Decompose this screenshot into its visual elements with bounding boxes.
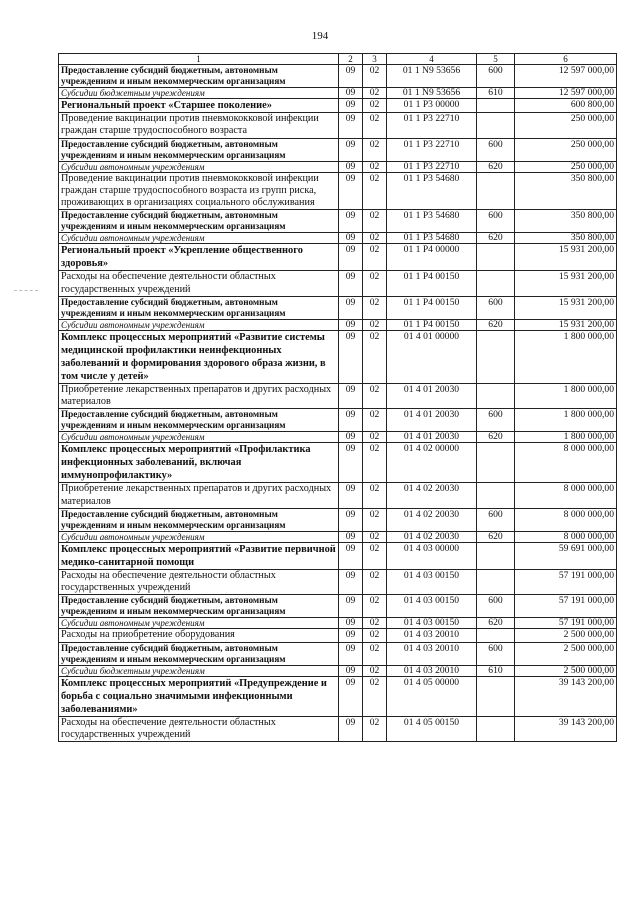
expense-type-cell [477,483,515,508]
section-cell: 09 [339,88,363,99]
row-name-cell: Субсидии автономным учреждениям [59,319,339,330]
amount-cell: 350 800,00 [515,172,617,210]
table-row [59,569,617,594]
amount-cell: 250 000,00 [515,113,617,138]
row-name-cell: Предоставление субсидий бюджетным, автономным учреждениям и иным некоммерческим организациям [59,138,339,161]
target-article-cell: 01 1 P4 00150 [387,319,477,330]
expense-type-cell: 600 [477,65,515,88]
expense-type-cell [477,113,515,138]
expense-type-cell [477,676,515,716]
budget-table [58,53,617,742]
row-name-cell: Комплекс процессных мероприятий «Развитие первичной медико-санитарной помощи [59,542,339,569]
section-cell: 09 [339,319,363,330]
expense-type-cell [477,383,515,408]
column-header: 2 [339,54,363,65]
row-name-cell: Приобретение лекарственных препаратов и других расходных материалов [59,383,339,408]
amount-cell: 57 191 000,00 [515,595,617,618]
subsection-cell: 02 [363,244,387,271]
target-article-cell: 01 1 P3 54680 [387,210,477,233]
table-row [59,65,617,88]
row-name-cell: Предоставление субсидий бюджетным, автономным учреждениям и иным некоммерческим организациям [59,296,339,319]
table-row [59,88,617,99]
subsection-cell: 02 [363,432,387,443]
row-name-cell: Комплекс процессных мероприятий «Развитие системы медицинской профилактики неинфекционных заболеваний и формирования здорового образа жизни, в том числе у детей» [59,330,339,383]
expense-type-cell: 620 [477,161,515,172]
subsection-cell: 02 [363,99,387,113]
section-cell: 09 [339,233,363,244]
amount-cell: 1 800 000,00 [515,330,617,383]
table-row [59,432,617,443]
target-article-cell: 01 4 02 00000 [387,443,477,483]
row-name-cell: Проведение вакцинации против пневмококковой инфекции граждан старше трудоспособного возраста [59,113,339,138]
table-row [59,542,617,569]
amount-cell: 8 000 000,00 [515,443,617,483]
section-cell: 09 [339,542,363,569]
target-article-cell: 01 4 03 00150 [387,595,477,618]
amount-cell: 250 000,00 [515,161,617,172]
row-name-cell: Комплекс процессных мероприятий «Предупреждение и борьба с социально значимыми инфекционными заболеваниями» [59,676,339,716]
section-cell: 09 [339,244,363,271]
expense-type-cell: 600 [477,138,515,161]
expense-type-cell: 600 [477,508,515,531]
column-header: 6 [515,54,617,65]
section-cell: 09 [339,508,363,531]
subsection-cell: 02 [363,271,387,296]
expense-type-cell: 620 [477,531,515,542]
subsection-cell: 02 [363,138,387,161]
subsection-cell: 02 [363,629,387,642]
target-article-cell: 01 4 03 20010 [387,642,477,665]
row-name-cell: Субсидии автономным учреждениям [59,161,339,172]
section-cell: 09 [339,443,363,483]
subsection-cell: 02 [363,508,387,531]
column-header: 3 [363,54,387,65]
target-article-cell: 01 1 P3 22710 [387,113,477,138]
expense-type-cell: 620 [477,432,515,443]
subsection-cell: 02 [363,113,387,138]
target-article-cell: 01 4 05 00150 [387,716,477,741]
row-name-cell: Предоставление субсидий бюджетным, автономным учреждениям и иным некоммерческим организациям [59,642,339,665]
table-row [59,618,617,629]
section-cell: 09 [339,172,363,210]
section-cell: 09 [339,569,363,594]
expense-type-cell: 610 [477,665,515,676]
expense-type-cell: 600 [477,595,515,618]
amount-cell: 250 000,00 [515,138,617,161]
expense-type-cell [477,99,515,113]
table-row [59,330,617,383]
amount-cell: 350 800,00 [515,233,617,244]
subsection-cell: 02 [363,676,387,716]
amount-cell: 8 000 000,00 [515,508,617,531]
target-article-cell: 01 1 N9 53656 [387,65,477,88]
subsection-cell: 02 [363,65,387,88]
expense-type-cell: 620 [477,618,515,629]
subsection-cell: 02 [363,542,387,569]
section-cell: 09 [339,383,363,408]
target-article-cell: 01 1 P4 00000 [387,244,477,271]
expense-type-cell [477,629,515,642]
expense-type-cell: 600 [477,642,515,665]
table-row [59,665,617,676]
row-name-cell: Предоставление субсидий бюджетным, автономным учреждениям и иным некоммерческим организациям [59,595,339,618]
row-name-cell: Субсидии автономным учреждениям [59,618,339,629]
amount-cell: 8 000 000,00 [515,483,617,508]
row-name-cell: Субсидии автономным учреждениям [59,531,339,542]
subsection-cell: 02 [363,531,387,542]
expense-type-cell [477,716,515,741]
subsection-cell: 02 [363,483,387,508]
table-row [59,483,617,508]
expense-type-cell [477,542,515,569]
section-cell: 09 [339,716,363,741]
row-name-cell: Предоставление субсидий бюджетным, автономным учреждениям и иным некоммерческим организациям [59,409,339,432]
amount-cell: 1 800 000,00 [515,432,617,443]
amount-cell: 350 800,00 [515,210,617,233]
section-cell: 09 [339,65,363,88]
section-cell: 09 [339,296,363,319]
section-cell: 09 [339,595,363,618]
target-article-cell: 01 4 01 20030 [387,409,477,432]
subsection-cell: 02 [363,172,387,210]
table-row [59,716,617,741]
amount-cell: 1 800 000,00 [515,383,617,408]
header-row [59,54,617,65]
amount-cell: 59 691 000,00 [515,542,617,569]
section-cell: 09 [339,629,363,642]
table-row [59,138,617,161]
subsection-cell: 02 [363,210,387,233]
table-row [59,99,617,113]
subsection-cell: 02 [363,665,387,676]
table-row [59,161,617,172]
amount-cell: 15 931 200,00 [515,296,617,319]
section-cell: 09 [339,483,363,508]
target-article-cell: 01 1 P3 00000 [387,99,477,113]
table-row [59,383,617,408]
table-row [59,629,617,642]
row-name-cell: Проведение вакцинации против пневмококковой инфекции граждан старше трудоспособного возраста из групп риска, проживающих в организациях социального обслуживания [59,172,339,210]
target-article-cell: 01 1 P4 00150 [387,296,477,319]
subsection-cell: 02 [363,443,387,483]
subsection-cell: 02 [363,319,387,330]
section-cell: 09 [339,676,363,716]
subsection-cell: 02 [363,618,387,629]
amount-cell: 2 500 000,00 [515,629,617,642]
table-row [59,642,617,665]
page-number: 194 [311,30,329,42]
amount-cell: 12 597 000,00 [515,88,617,99]
section-cell: 09 [339,99,363,113]
expense-type-cell [477,569,515,594]
target-article-cell: 01 4 01 20030 [387,432,477,443]
table-row [59,233,617,244]
row-name-cell: Предоставление субсидий бюджетным, автономным учреждениям и иным некоммерческим организациям [59,210,339,233]
section-cell: 09 [339,618,363,629]
target-article-cell: 01 1 P3 22710 [387,161,477,172]
target-article-cell: 01 1 P3 54680 [387,172,477,210]
amount-cell: 15 931 200,00 [515,319,617,330]
subsection-cell: 02 [363,233,387,244]
amount-cell: 8 000 000,00 [515,531,617,542]
row-name-cell: Субсидии бюджетным учреждениям [59,665,339,676]
row-name-cell: Региональный проект «Укрепление общественного здоровья» [59,244,339,271]
target-article-cell: 01 4 01 00000 [387,330,477,383]
target-article-cell: 01 4 03 00150 [387,569,477,594]
subsection-cell: 02 [363,642,387,665]
table-row [59,409,617,432]
target-article-cell: 01 4 02 20030 [387,531,477,542]
column-header: 1 [59,54,339,65]
target-article-cell: 01 4 02 20030 [387,483,477,508]
section-cell: 09 [339,665,363,676]
target-article-cell: 01 4 03 20010 [387,629,477,642]
section-cell: 09 [339,330,363,383]
amount-cell: 57 191 000,00 [515,618,617,629]
column-header: 5 [477,54,515,65]
row-name-cell: Расходы на обеспечение деятельности областных государственных учреждений [59,271,339,296]
expense-type-cell [477,443,515,483]
row-name-cell: Субсидии автономным учреждениям [59,233,339,244]
amount-cell: 2 500 000,00 [515,665,617,676]
target-article-cell: 01 4 03 20010 [387,665,477,676]
table-row [59,271,617,296]
section-cell: 09 [339,432,363,443]
target-article-cell: 01 4 03 00000 [387,542,477,569]
section-cell: 09 [339,210,363,233]
section-cell: 09 [339,138,363,161]
row-name-cell: Региональный проект «Старшее поколение» [59,99,339,113]
table-row [59,508,617,531]
table-row [59,676,617,716]
table-header [59,54,617,65]
table-row [59,531,617,542]
target-article-cell: 01 1 N9 53656 [387,88,477,99]
amount-cell: 1 800 000,00 [515,409,617,432]
column-header: 4 [387,54,477,65]
section-cell: 09 [339,113,363,138]
expense-type-cell: 610 [477,88,515,99]
target-article-cell: 01 4 03 00150 [387,618,477,629]
row-name-cell: Расходы на обеспечение деятельности областных государственных учреждений [59,716,339,741]
expense-type-cell: 600 [477,409,515,432]
table-row [59,296,617,319]
expense-type-cell: 600 [477,296,515,319]
subsection-cell: 02 [363,595,387,618]
row-name-cell: Предоставление субсидий бюджетным, автономным учреждениям и иным некоммерческим организациям [59,65,339,88]
subsection-cell: 02 [363,161,387,172]
row-name-cell: Комплекс процессных мероприятий «Профилактика инфекционных заболеваний, включая иммунопрофилактику» [59,443,339,483]
section-cell: 09 [339,409,363,432]
row-name-cell: Субсидии бюджетным учреждениям [59,88,339,99]
expense-type-cell [477,244,515,271]
subsection-cell: 02 [363,330,387,383]
table-body [59,65,617,742]
amount-cell: 57 191 000,00 [515,569,617,594]
amount-cell: 2 500 000,00 [515,642,617,665]
subsection-cell: 02 [363,569,387,594]
expense-type-cell: 600 [477,210,515,233]
target-article-cell: 01 1 P3 54680 [387,233,477,244]
section-cell: 09 [339,642,363,665]
section-cell: 09 [339,271,363,296]
table-row [59,595,617,618]
scan-margin-mark [14,290,38,291]
subsection-cell: 02 [363,383,387,408]
target-article-cell: 01 4 05 00000 [387,676,477,716]
row-name-cell: Предоставление субсидий бюджетным, автономным учреждениям и иным некоммерческим организациям [59,508,339,531]
amount-cell: 39 143 200,00 [515,676,617,716]
subsection-cell: 02 [363,88,387,99]
amount-cell: 15 931 200,00 [515,271,617,296]
target-article-cell: 01 4 02 20030 [387,508,477,531]
expense-type-cell: 620 [477,233,515,244]
subsection-cell: 02 [363,716,387,741]
amount-cell: 39 143 200,00 [515,716,617,741]
table-row [59,113,617,138]
amount-cell: 600 800,00 [515,99,617,113]
row-name-cell: Приобретение лекарственных препаратов и других расходных материалов [59,483,339,508]
section-cell: 09 [339,161,363,172]
subsection-cell: 02 [363,409,387,432]
table-row [59,210,617,233]
table-row [59,319,617,330]
section-cell: 09 [339,531,363,542]
table-row [59,443,617,483]
target-article-cell: 01 4 01 20030 [387,383,477,408]
target-article-cell: 01 1 P4 00150 [387,271,477,296]
amount-cell: 12 597 000,00 [515,65,617,88]
row-name-cell: Субсидии автономным учреждениям [59,432,339,443]
expense-type-cell [477,271,515,296]
expense-type-cell [477,330,515,383]
expense-type-cell [477,172,515,210]
table-row [59,172,617,210]
row-name-cell: Расходы на приобретение оборудования [59,629,339,642]
expense-type-cell: 620 [477,319,515,330]
table-row [59,244,617,271]
target-article-cell: 01 1 P3 22710 [387,138,477,161]
subsection-cell: 02 [363,296,387,319]
row-name-cell: Расходы на обеспечение деятельности областных государственных учреждений [59,569,339,594]
amount-cell: 15 931 200,00 [515,244,617,271]
